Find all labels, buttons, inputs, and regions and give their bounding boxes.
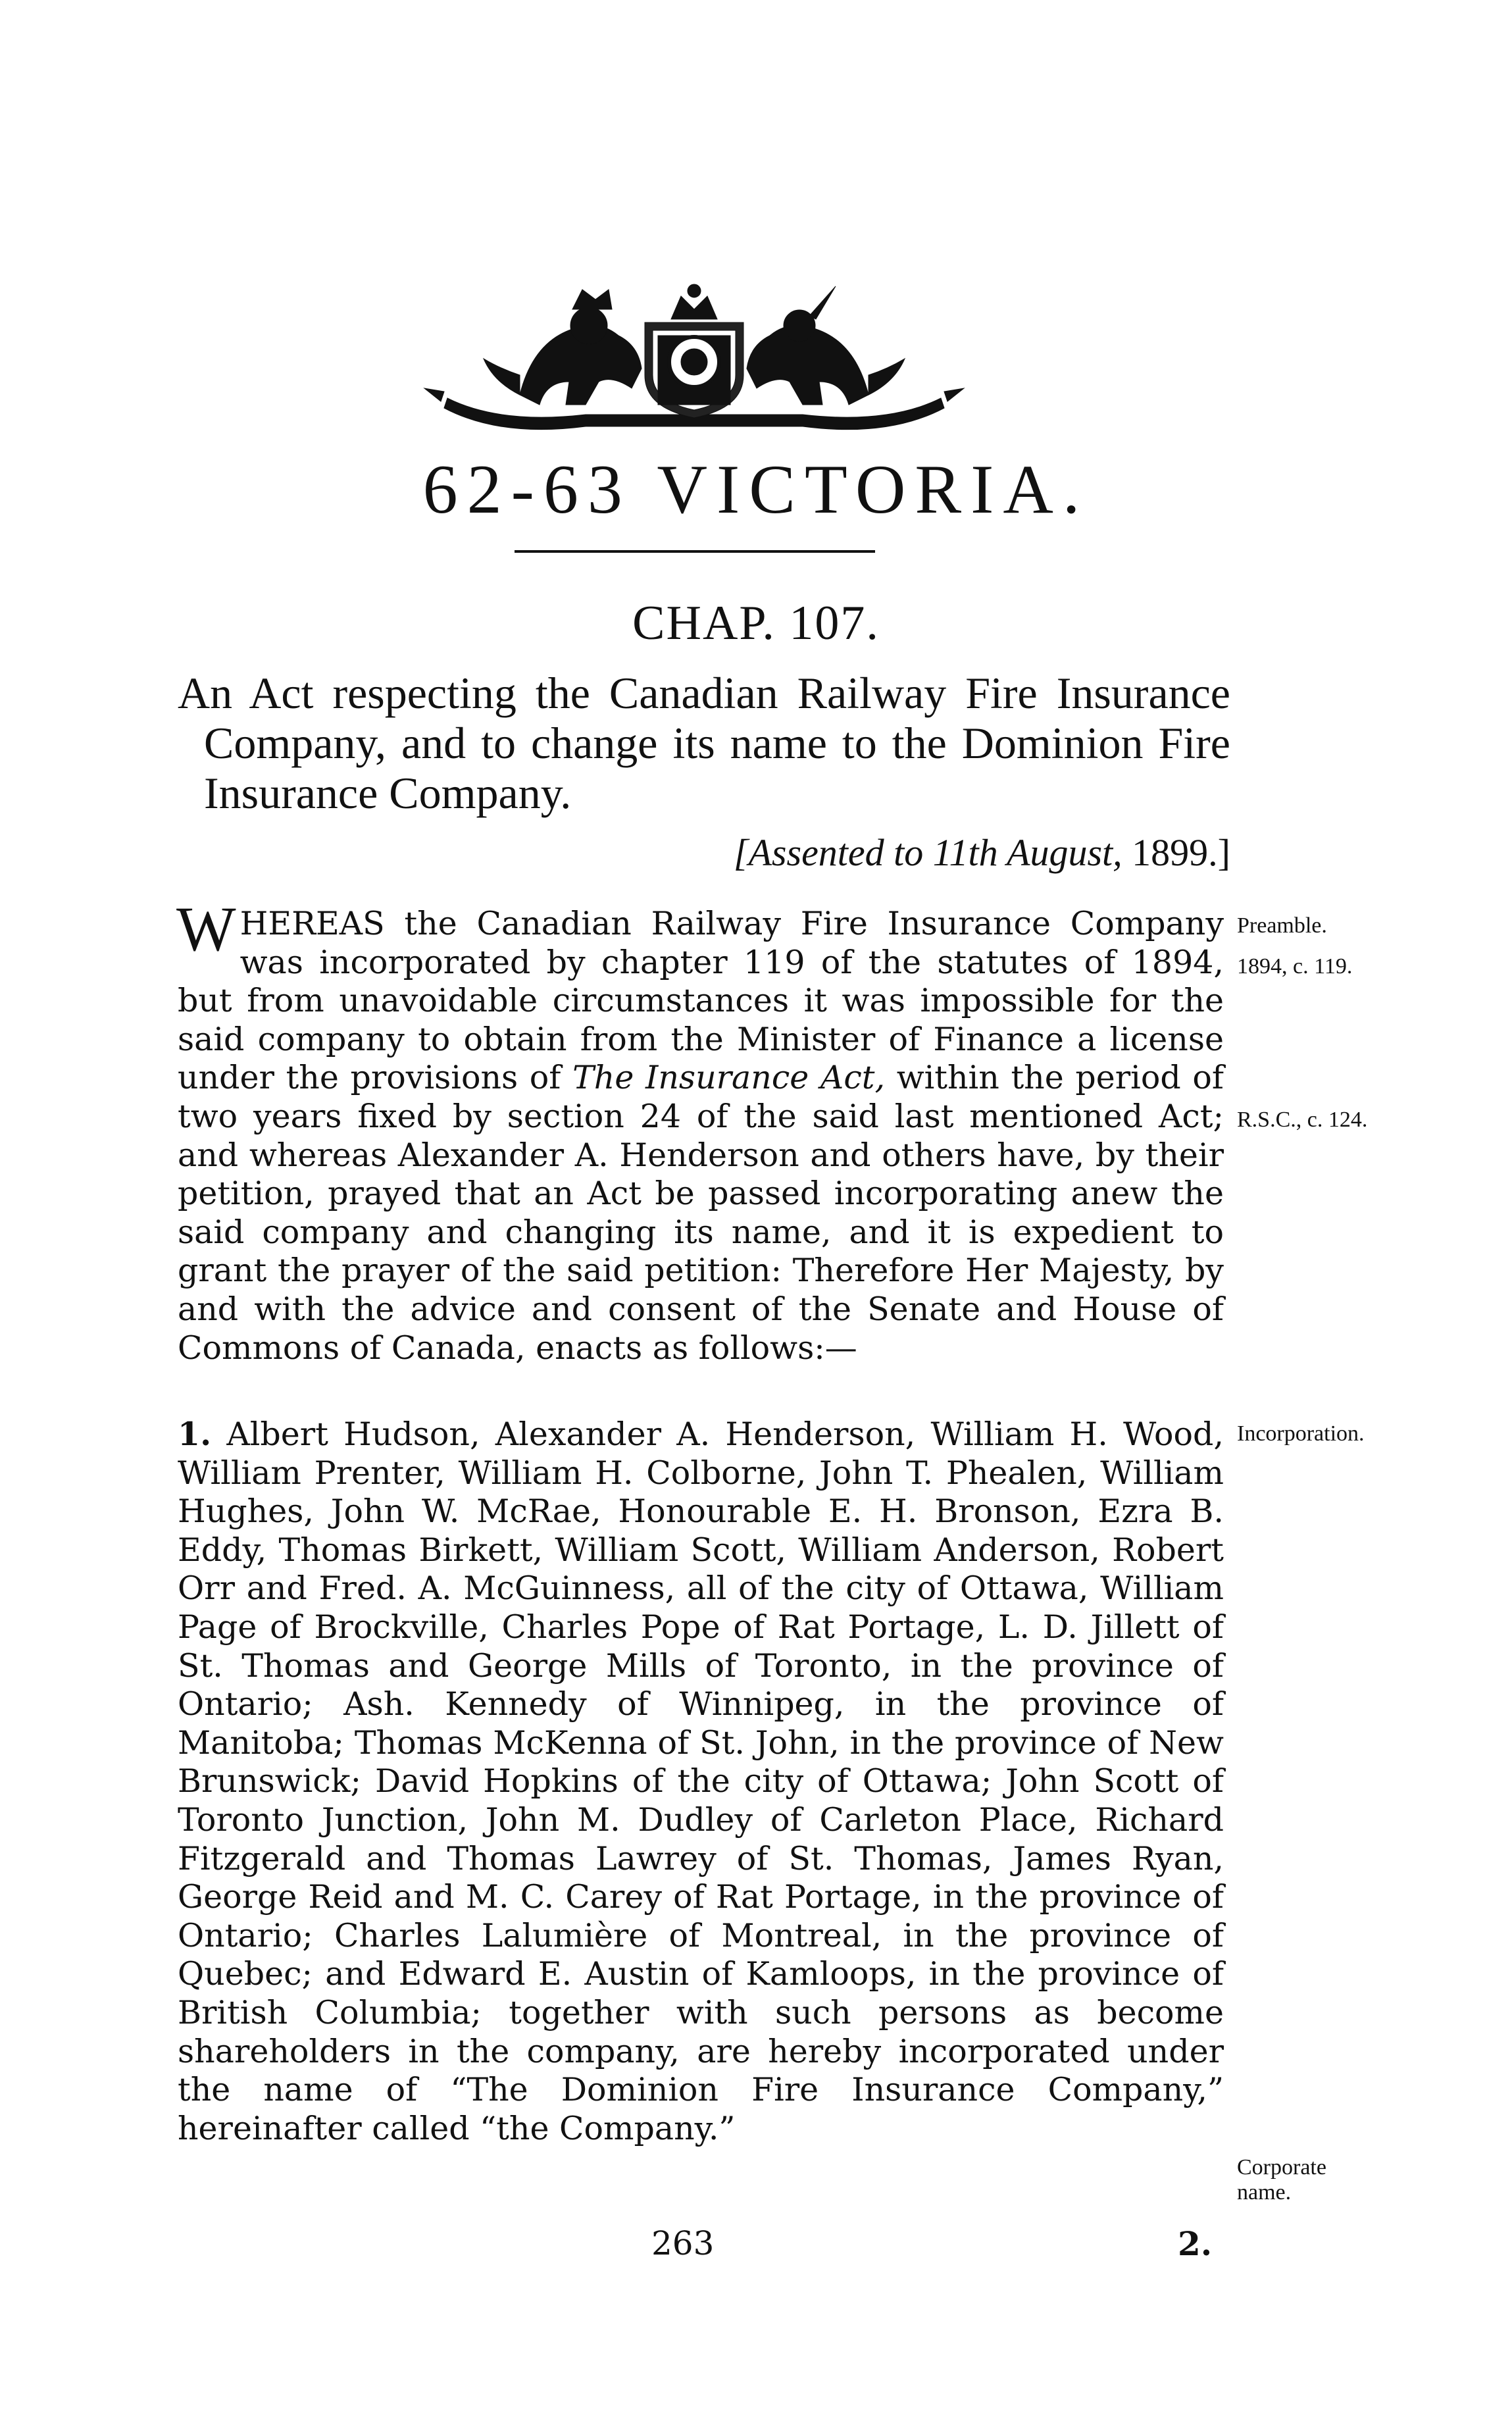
margin-note-incorporation: Incorporation. xyxy=(1237,1421,1365,1446)
section-1-text: Albert Hudson, Alexander A. Henderson, William H. Wood, William Prenter, William H. Colborne, John T. Phealen, William Hughes, John W. McRae, Honourable E. H. Bronson, Ezra B. Eddy, Thomas Birkett, William Scott, William Anderson, Robert Orr and Fred. A. McGuinness, all of the city of Ottawa, William Page of Brockville, Charles Pope of Rat Portage, L. D. Jillett of St. Thomas and George Mills of Toronto, in the province of Ontario; Ash. Kennedy of Winnipeg, in the province of Manitoba; Thomas McKenna of St. John, in the province of New Brunswick; David Hopkins of the city of Ottawa; John Scott of Toronto Junction, John M. Dudley of Carleton Place, Richard Fitzgerald and Thomas Lawrey of St. Thomas, James Ryan, George Reid and M. C. Carey of Rat Portage, in the province of Ontario; Charles Lalumière of Montreal, in the province of Quebec; and Edward E. Austin of Kamloops, in the province of British Columbia; together with such persons as become shareholders in the company, are hereby incorporated under the name of “The Dominion Fire Insurance Company,” hereinafter called “the Company.” xyxy=(178,1416,1224,2147)
preamble-text-part2: within the period of two years fixed by section 24 of the said last mentioned Act; and whereas Alexander A. Henderson and others have, by their petition, prayed that an Act be passed incorporating anew the said company and changing its name, and it is expedient to grant the prayer of the said petition: Therefore Her Majesty, by and with the advice and consent of the Senate and House of Commons of Canada, enacts as follows:— xyxy=(178,1059,1224,1367)
act-title: 62-63 VICTORIA. xyxy=(422,451,1090,528)
margin-note-rsc: R.S.C., c. 124. xyxy=(1237,1108,1368,1132)
preamble-text-part1: HEREAS the Canadian Railway Fire Insurance Company was incorporated by chapter 119 of the statutes of 1894, but from unavoidable circumstances it was impossible for the said company to obtain from the Minister of Finance a license under the provisions of xyxy=(178,905,1224,1097)
assent-prefix: [Assented to xyxy=(733,831,933,874)
margin-note-corporate-name: Corporate name. xyxy=(1237,2155,1326,2205)
preamble-paragraph xyxy=(176,894,1224,1367)
assent-year: 1899.] xyxy=(1122,831,1230,874)
title-rule xyxy=(515,550,875,553)
section-1-paragraph xyxy=(178,1415,1224,2148)
page-number: 263 xyxy=(651,2224,715,2262)
long-title: An Act respecting the Canadian Railway Fire Insurance Company, and to change its name to the Dominion Fire Insurance Company. xyxy=(178,668,1230,818)
insurance-act-reference: The Insurance Act, xyxy=(572,1059,886,1097)
margin-note-preamble: Preamble. xyxy=(1237,913,1327,938)
chapter-heading: CHAP. 107. xyxy=(632,596,880,650)
section-number: 1. xyxy=(178,1415,212,1453)
drop-cap: W xyxy=(176,894,236,964)
catchword: 2. xyxy=(1178,2224,1213,2263)
assent-day: 11th August, xyxy=(932,831,1122,874)
assent-date xyxy=(638,830,1230,875)
royal-coat-of-arms-icon xyxy=(421,283,967,434)
margin-note-statute-1894: 1894, c. 119. xyxy=(1237,954,1353,979)
